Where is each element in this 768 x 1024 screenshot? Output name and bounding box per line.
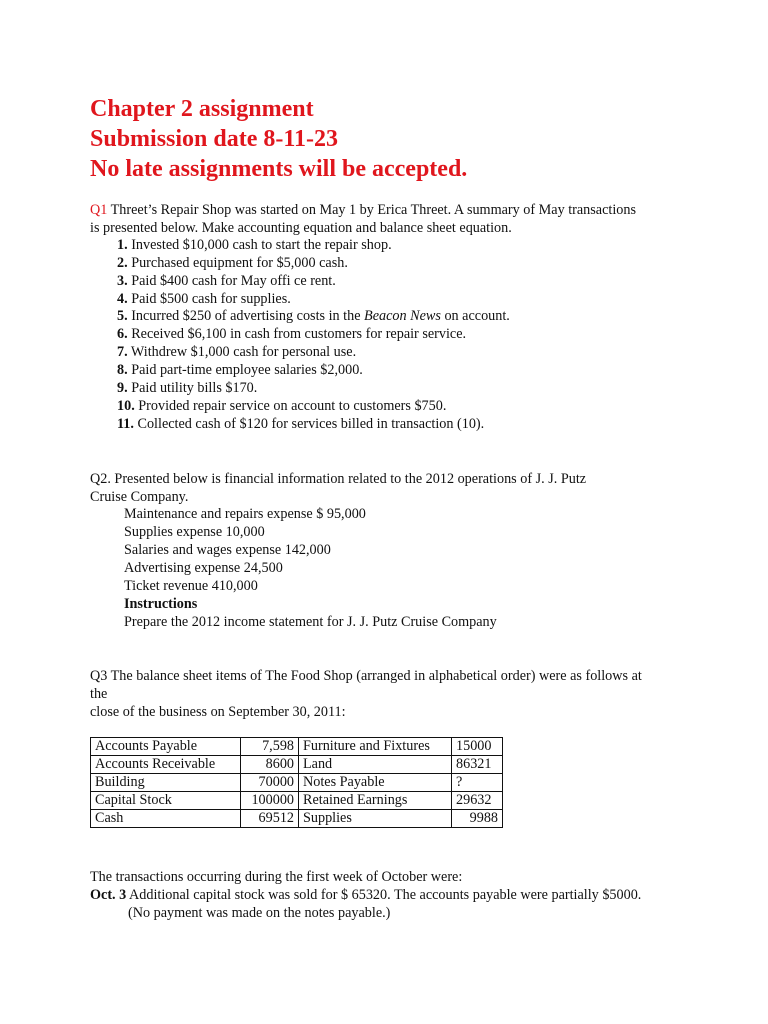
- q2-item: Maintenance and repairs expense $ 95,000: [124, 506, 366, 522]
- title-submission-date: Submission date 8-11-23: [90, 126, 339, 152]
- table-cell: 69512: [241, 810, 299, 828]
- q2-intro-line1: Q2. Presented below is financial information related to the 2012 operations of J. J. Putz: [90, 471, 587, 487]
- table-cell: Building: [91, 774, 241, 792]
- table-cell: Cash: [91, 810, 241, 828]
- table-cell: Capital Stock: [91, 792, 241, 810]
- table-row: [91, 738, 503, 756]
- q1-intro-line1: Q1 Threet’s Repair Shop was started on May 1 by Erica Threet. A summary of May transactions: [90, 202, 636, 218]
- title-chapter: Chapter 2 assignment: [90, 96, 314, 122]
- table-cell: 7,598: [241, 738, 299, 756]
- table-cell: 86321: [452, 756, 503, 774]
- table-cell: Furniture and Fixtures: [299, 738, 452, 756]
- q2-item: Advertising expense 24,500: [124, 560, 283, 576]
- oct3-label: Oct. 3: [90, 887, 127, 903]
- q1-item: 7. Withdrew $1,000 cash for personal use.: [117, 344, 357, 360]
- table-cell: Supplies: [299, 810, 452, 828]
- table-cell: 15000: [452, 738, 503, 756]
- title-late-policy: No late assignments will be accepted.: [90, 156, 468, 182]
- table-cell: 9988: [452, 810, 503, 828]
- table-cell: Accounts Payable: [91, 738, 241, 756]
- q1-intro-line2: is presented below. Make accounting equation and balance sheet equation.: [90, 220, 512, 236]
- q2-item: Ticket revenue 410,000: [124, 578, 258, 594]
- q2-intro-line2: Cruise Company.: [90, 489, 189, 505]
- oct3-note: (No payment was made on the notes payable.): [128, 905, 391, 921]
- q1-label: Q1: [90, 202, 108, 218]
- table-row: [91, 810, 503, 828]
- table-cell: 29632: [452, 792, 503, 810]
- transactions-intro: The transactions occurring during the first week of October were:: [90, 869, 463, 885]
- oct3-transaction: Oct. 3 Additional capital stock was sold for $ 65320. The accounts payable were partially $5000.: [90, 887, 642, 903]
- q1-item: 9. Paid utility bills $170.: [117, 380, 258, 396]
- q1-item: 2. Purchased equipment for $5,000 cash.: [117, 255, 348, 271]
- table-cell: Accounts Receivable: [91, 756, 241, 774]
- q3-intro-line1: Q3 The balance sheet items of The Food Shop (arranged in alphabetical order) were as follows at: [90, 668, 642, 684]
- table-cell: Retained Earnings: [299, 792, 452, 810]
- q2-item: Salaries and wages expense 142,000: [124, 542, 331, 558]
- q1-item: 8. Paid part-time employee salaries $2,000.: [117, 362, 363, 378]
- q1-item: 5. Incurred $250 of advertising costs in the Beacon News on account.: [117, 308, 510, 324]
- q1-item: 3. Paid $400 cash for May offi ce rent.: [117, 273, 336, 289]
- table-row: [91, 774, 503, 792]
- table-cell: 8600: [241, 756, 299, 774]
- q2-instructions-label: Instructions: [124, 596, 198, 612]
- table-cell: Notes Payable: [299, 774, 452, 792]
- q1-item: 1. Invested $10,000 cash to start the repair shop.: [117, 237, 392, 253]
- table-cell: 100000: [241, 792, 299, 810]
- q3-intro-line3: close of the business on September 30, 2011:: [90, 704, 346, 720]
- q2-item: Supplies expense 10,000: [124, 524, 265, 540]
- table-cell: ?: [452, 774, 503, 792]
- q1-item: 11. Collected cash of $120 for services billed in transaction (10).: [117, 416, 485, 432]
- table-row: [91, 756, 503, 774]
- table-cell: 70000: [241, 774, 299, 792]
- q3-intro-line2: the: [90, 686, 108, 702]
- q1-item: 6. Received $6,100 in cash from customers for repair service.: [117, 326, 467, 342]
- table-cell: Land: [299, 756, 452, 774]
- q1-item: 10. Provided repair service on account to customers $750.: [117, 398, 447, 414]
- q1-item: 4. Paid $500 cash for supplies.: [117, 291, 291, 307]
- q2-instructions-text: Prepare the 2012 income statement for J. J. Putz Cruise Company: [124, 614, 497, 630]
- balance-sheet-table: [90, 737, 503, 828]
- table-row: [91, 792, 503, 810]
